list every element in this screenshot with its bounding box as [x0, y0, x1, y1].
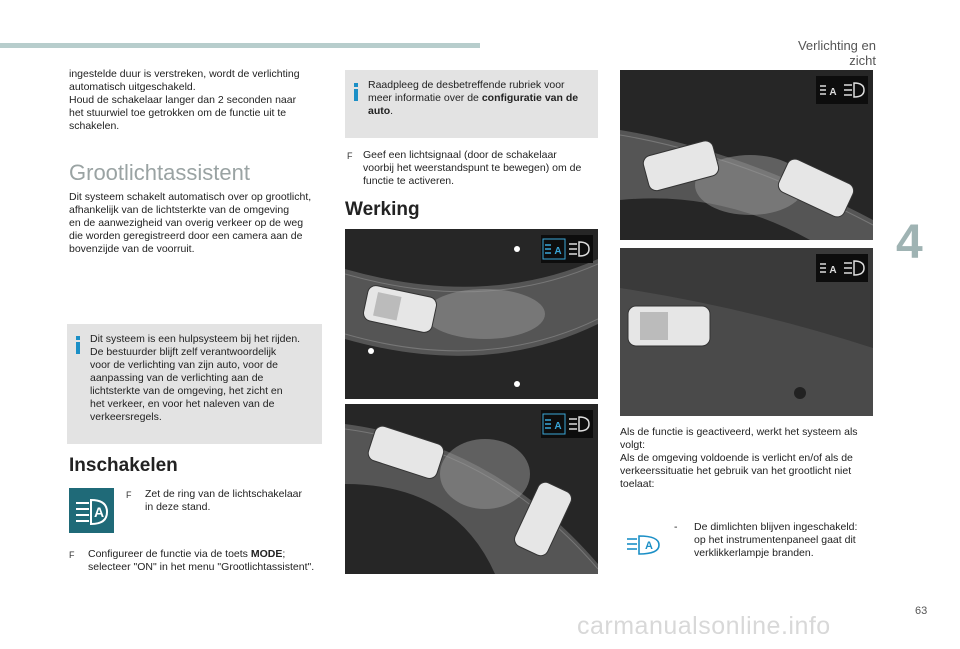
function-text [620, 426, 880, 491]
activate-line: functie te activeren. [363, 175, 455, 187]
activate-text [363, 149, 598, 188]
info-icon [75, 336, 81, 354]
step2-pre: Configureer de functie via de toets [88, 548, 251, 560]
hud-a-label: A [829, 87, 837, 98]
dipped-line: verklikkerlampje branden. [694, 547, 814, 559]
dashboard-indicator [816, 76, 868, 104]
auto-highbeam-ring-icon [69, 488, 114, 533]
function-line: volgt: [620, 439, 646, 451]
function-line: Als de omgeving voldoende is verlicht en/of als de [620, 452, 853, 464]
punct: . [390, 105, 394, 117]
dipped-line: op het instrumentenpaneel gaat dit [694, 534, 856, 546]
desc-line: afhankelijk van de lichtsterkte van de omgeving [69, 204, 290, 216]
dashboard-indicator [541, 410, 593, 438]
header-accent-bar [0, 43, 480, 48]
step2-post: ; [282, 548, 286, 560]
step-bullet: F [347, 151, 353, 161]
hud-a-label: A [645, 540, 653, 552]
activate-line: Geef een lichtsignaal (door de schakelaar [363, 149, 557, 161]
hud-a-label: A [829, 265, 837, 276]
inschakelen-heading: Inschakelen [69, 455, 178, 476]
page-number: 63 [915, 605, 928, 617]
grootlicht-heading: Grootlichtassistent [69, 160, 250, 185]
info-line: het verkeer, en voor het naleven van de [90, 398, 275, 410]
description-text [69, 191, 329, 256]
info-line: meer informatie over de [368, 92, 482, 104]
car-illustration [628, 306, 710, 346]
info-icon [353, 83, 359, 101]
desc-line: bovenzijde van de voorruit. [69, 243, 195, 255]
function-line: toelaat: [620, 478, 655, 490]
info-line: lichtsterkte van de omgeving, het zicht en [90, 385, 283, 397]
scene-dark-road [620, 248, 873, 416]
info-line: Dit systeem is een hulpsysteem bij het rijden. [90, 333, 301, 345]
section-title: Verlichting en zicht [797, 38, 876, 68]
dashboard-indicator [816, 254, 868, 282]
desc-line: Dit systeem schakelt automatisch over op grootlicht, [69, 191, 312, 203]
intro-text [69, 68, 329, 133]
step2-line: selecteer "ON" in het menu "Grootlichtassistent". [88, 561, 315, 573]
desc-line: die worden geregistreerd door een camera aan de [69, 230, 303, 242]
step1-line: Zet de ring van de lichtschakelaar [145, 488, 303, 500]
info-line: De bestuurder blijft zelf verantwoordelijk [90, 346, 277, 358]
step2-line [88, 548, 338, 561]
chapter-number: 4 [896, 216, 923, 269]
intro-line: ingestelde duur is verstreken, wordt de verlichting [69, 68, 300, 80]
hud-a-label: A [554, 421, 562, 432]
werking-heading: Werking [345, 199, 420, 220]
info-line: Raadpleeg de desbetreffende rubriek voor [368, 79, 565, 91]
intro-line: Houd de schakelaar langer dan 2 seconden naar [69, 94, 297, 106]
info-box-responsibility [67, 324, 322, 444]
desc-line: en de aanwezigheid van overig verkeer op de weg [69, 217, 304, 229]
info-box-config [345, 70, 598, 138]
dash-marker: - [674, 521, 678, 533]
config-link: configuratie van de [481, 92, 579, 104]
dipped-line: De dimlichten blijven ingeschakeld: [694, 521, 858, 533]
hud-a-label: A [93, 504, 105, 520]
info-line: voor de verlichting van zijn auto, voor de [90, 359, 278, 371]
config-link: auto [368, 105, 391, 117]
scene-lead-vehicle [620, 70, 873, 240]
dashboard-indicator [541, 235, 593, 263]
step-bullet: F [69, 550, 75, 560]
intro-line: automatisch uitgeschakeld. [69, 81, 196, 93]
watermark: carmanualsonline.info [577, 612, 831, 640]
dipped-beam-indicator-icon [625, 533, 663, 557]
info-line: aanpassing van de verlichting aan de [90, 372, 264, 384]
step1-text [145, 488, 325, 514]
step1-line: in deze stand. [145, 501, 211, 513]
scene-following-traffic [345, 404, 598, 574]
mode-key: MODE [250, 548, 283, 560]
function-line: verkeerssituatie het gebruik van het grootlicht niet [620, 465, 852, 477]
hud-a-label: A [554, 246, 562, 257]
step2-text [88, 548, 338, 574]
intro-line: het stuurwiel toe getrokken om de functie uit te [69, 107, 287, 119]
dipped-text [694, 521, 884, 560]
intro-line: schakelen. [69, 120, 120, 132]
scene-oncoming-traffic [345, 229, 598, 399]
function-line: Als de functie is geactiveerd, werkt het systeem als [620, 426, 858, 438]
step-bullet: F [126, 490, 132, 500]
activate-line: voorbij het weerstandspunt te bewegen) om de [363, 162, 582, 174]
info-line: verkeersregels. [90, 411, 162, 423]
